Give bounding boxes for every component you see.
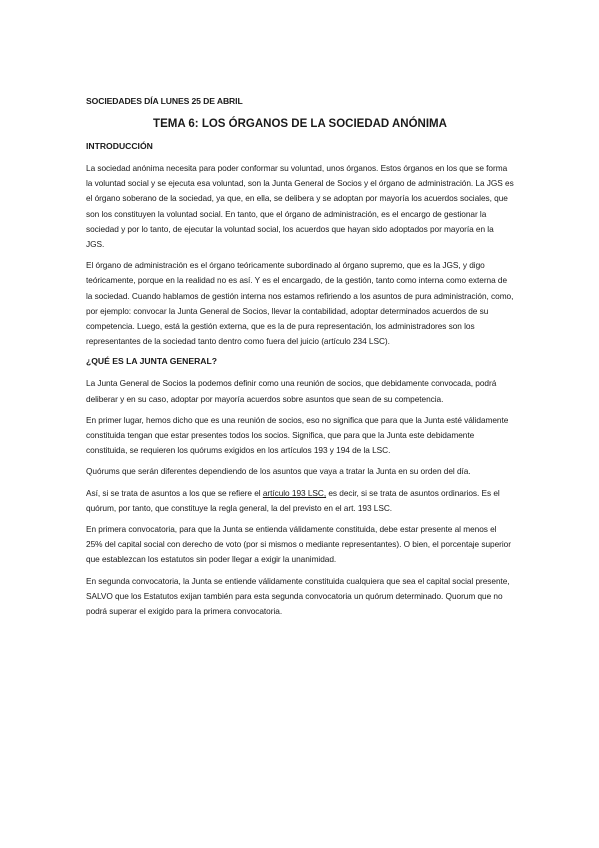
paragraph-junta-4-end: es decir, si se trata de asuntos ordinarios. Es el quórum, por tanto, que constituye la regla general, la del previsto en el art. 193 LSC. [86, 487, 500, 513]
document-page [86, 95, 514, 625]
section-heading-junta-general: ¿QUÉ ES LA JUNTA GENERAL? [86, 356, 217, 367]
paragraph-junta-5: En primera convocatoria, para que la Junta se entienda válidamente constituida, debe estar presente al menos el 25% del capital social con derecho de voto (por si mismos o mediante representantes). O bien, el porcentaje superior que establezcan los estatutos sin poder llegar a exigir la unanimidad. [86, 524, 511, 565]
paragraph-intro-2: El órgano de administración es el órgano teóricamente subordinado al órgano supremo, que es la JGS, y digo teóricamente, porque en la realidad no es así. Y es el encargado, de la gestión, tanto como interna como externa de la sociedad. Cuando hablamos de gestión interna nos estamos refiriendo a los asuntos de pura administración, como, por ejemplo: convocar la Junta General de Socios, llevar la contabilidad, adoptar determinados acuerdos de su competencia. Luego, está la gestión externa, que es la de pura representación, los administradores son los representantes de la sociedad tanto dentro como fuera del juicio (artículo 234 LSC). [86, 260, 514, 347]
paragraph-junta-1: La Junta General de Socios la podemos definir como una reunión de socios, que debidamente convocada, podrá deliberar y en su caso, adoptar por mayoría acuerdos sobre asuntos que sean de su competencia. [86, 378, 497, 404]
date-line: SOCIEDADES DÍA LUNES 25 DE ABRIL [86, 96, 243, 106]
paragraph-junta-3: Quórums que serán diferentes dependiendo de los asuntos que vaya a tratar la Junta en su orden del día. [86, 466, 471, 477]
paragraph-intro-1: La sociedad anónima necesita para poder conformar su voluntad, unos órganos. Estos órganos en los que se forma la voluntad social y se ejecuta esa voluntad, son la Junta General de Socios y el órgano de administración. La JGS es el órgano soberano de la sociedad, ya que, en ella, se delibera y se adoptan por mayoría los acuerdos sociales, que son los constituyen la voluntad social. En tanto, que el órgano de administración, es el encargo de gestionar la sociedad y por lo tanto, de ejecutar la voluntad social, los acuerdos que hayan sido adoptados por mayoría en la JGS. [86, 163, 514, 250]
paragraph-junta-2: En primer lugar, hemos dicho que es una reunión de socios, eso no significa que para que la Junta esté válidamente constituida tengan que estar presentes todos los socios. Significa, que para que la Junta este debidamente constituida, se requieren los quórums exigidos en los artículos 193 y 194 de la LSC. [86, 414, 509, 456]
article-193-reference: artículo 193 LSC, [262, 487, 327, 498]
section-heading-introduccion: INTRODUCCIÓN [86, 141, 153, 151]
paragraph-junta-4 [86, 486, 514, 516]
page-title: TEMA 6: LOS ÓRGANOS DE LA SOCIEDAD ANÓNIMA [153, 118, 447, 130]
paragraph-junta-4-start: Así, si se trata de asuntos a los que se refiere el [86, 487, 263, 498]
paragraph-junta-6: En segunda convocatoria, la Junta se entiende válidamente constituida cualquiera que sea el capital social presente, SALVO que los Estatutos exijan también para esta segunda convocatoria un quórum determinado. Quorum que no podrá superar el exigido para la primera convocatoria. [86, 575, 510, 617]
